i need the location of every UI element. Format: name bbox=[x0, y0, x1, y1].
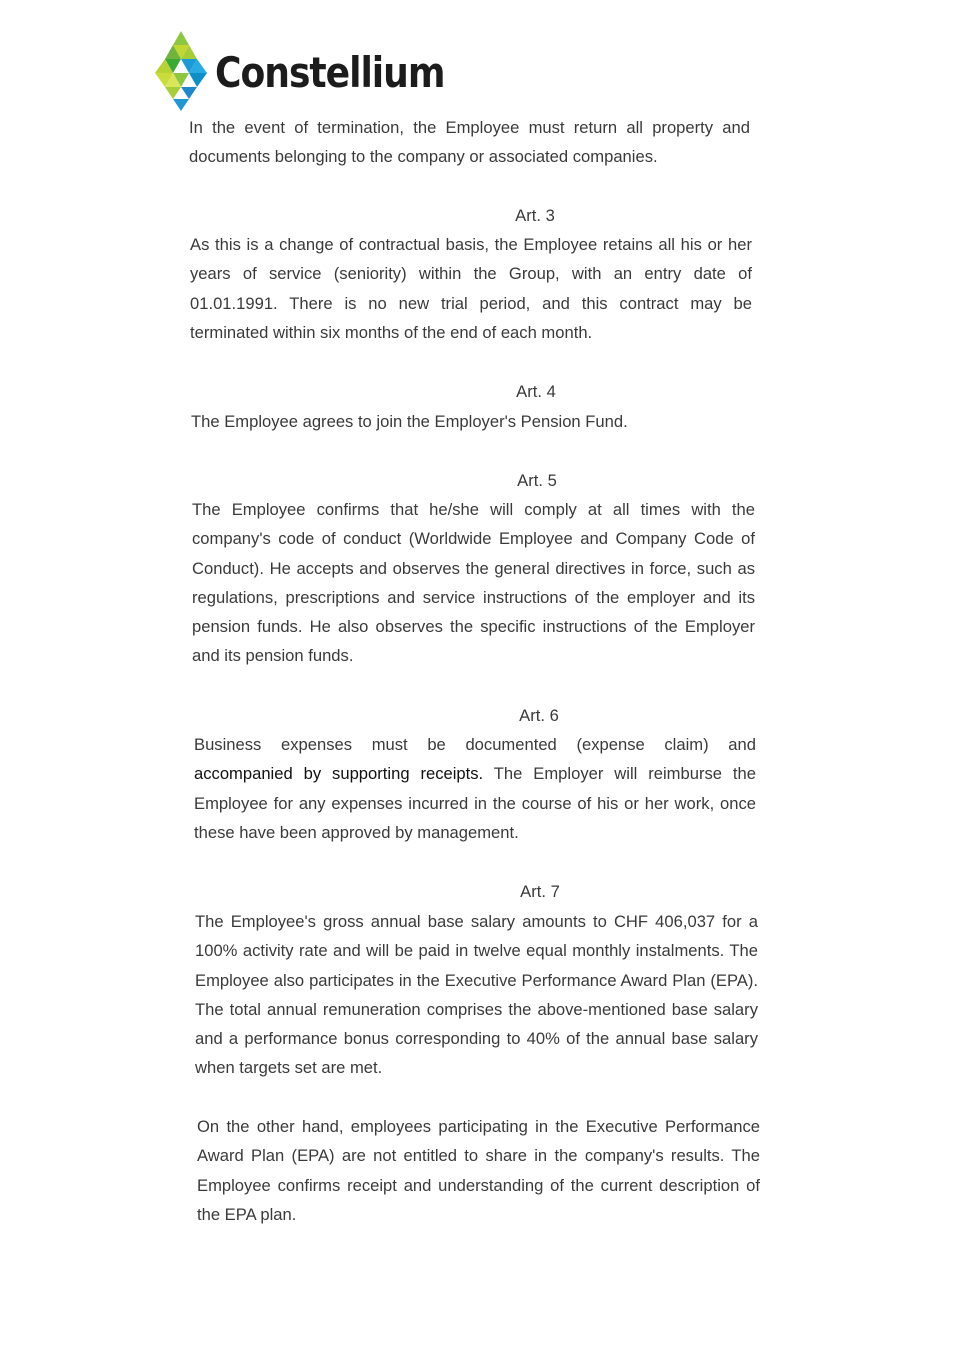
article-7-body-continued bbox=[197, 1112, 760, 1229]
article-text: accompanied by supporting receipts. bbox=[194, 764, 484, 784]
article-heading: Art. 5 bbox=[517, 471, 557, 490]
article-text: Business expenses must be documented (expense claim) and bbox=[194, 735, 756, 754]
article-6-body bbox=[194, 730, 756, 847]
article-heading: Art. 6 bbox=[519, 706, 559, 725]
article-3-body bbox=[190, 230, 752, 347]
article-paragraph: As this is a change of contractual basis, the Employee retains all his or her years of service (seniority) within the Group, with an entry date of 01.01.1991. There is no new trial period, and this contract may be terminated within six months of the end of each month. bbox=[190, 235, 752, 342]
article-4-body bbox=[191, 407, 753, 436]
article-text: The Employer will reimburse the Employee for any expenses incurred in the course of his or her work, once these have been approved by management. bbox=[194, 764, 756, 842]
article-heading: Art. 4 bbox=[516, 382, 556, 401]
intro-text: In the event of termination, the Employee must return all property and documents belonging to the company or associated companies. bbox=[189, 118, 750, 167]
article-paragraph: The Employee agrees to join the Employer's Pension Fund. bbox=[191, 412, 628, 431]
article-paragraph: The Employee confirms that he/she will comply at all times with the company's code of conduct (Worldwide Employee and Company Code of Conduct). He accepts and observes the general directives in force, such as regulations, prescriptions and service instructions of the employer and its pension funds. He also observes the specific instructions of the Employer and its pension funds. bbox=[192, 500, 755, 666]
article-5-body bbox=[192, 495, 755, 671]
article-paragraph: On the other hand, employees participating in the Executive Performance Award Plan (EPA) are not entitled to share in the company's results. The Employee confirms receipt and understanding of the current description of the EPA plan. bbox=[197, 1117, 760, 1224]
article-heading: Art. 7 bbox=[520, 882, 560, 901]
article-7-body bbox=[195, 907, 758, 1083]
company-logo bbox=[155, 30, 482, 112]
article-heading: Art. 3 bbox=[515, 206, 555, 225]
constellium-logo-icon bbox=[155, 31, 207, 111]
termination-paragraph bbox=[189, 113, 750, 172]
article-paragraph bbox=[194, 730, 756, 759]
company-name: Constellium bbox=[215, 48, 445, 97]
article-paragraph: The Employee's gross annual base salary amounts to CHF 406,037 for a 100% activity rate and will be paid in twelve equal monthly instalments. The Employee also participates in the Executive Performance Award Plan (EPA). The total annual remuneration comprises the above-mentioned base salary and a performance bonus corresponding to 40% of the annual base salary when targets set are met. bbox=[195, 912, 758, 1078]
article-paragraph bbox=[194, 759, 756, 847]
